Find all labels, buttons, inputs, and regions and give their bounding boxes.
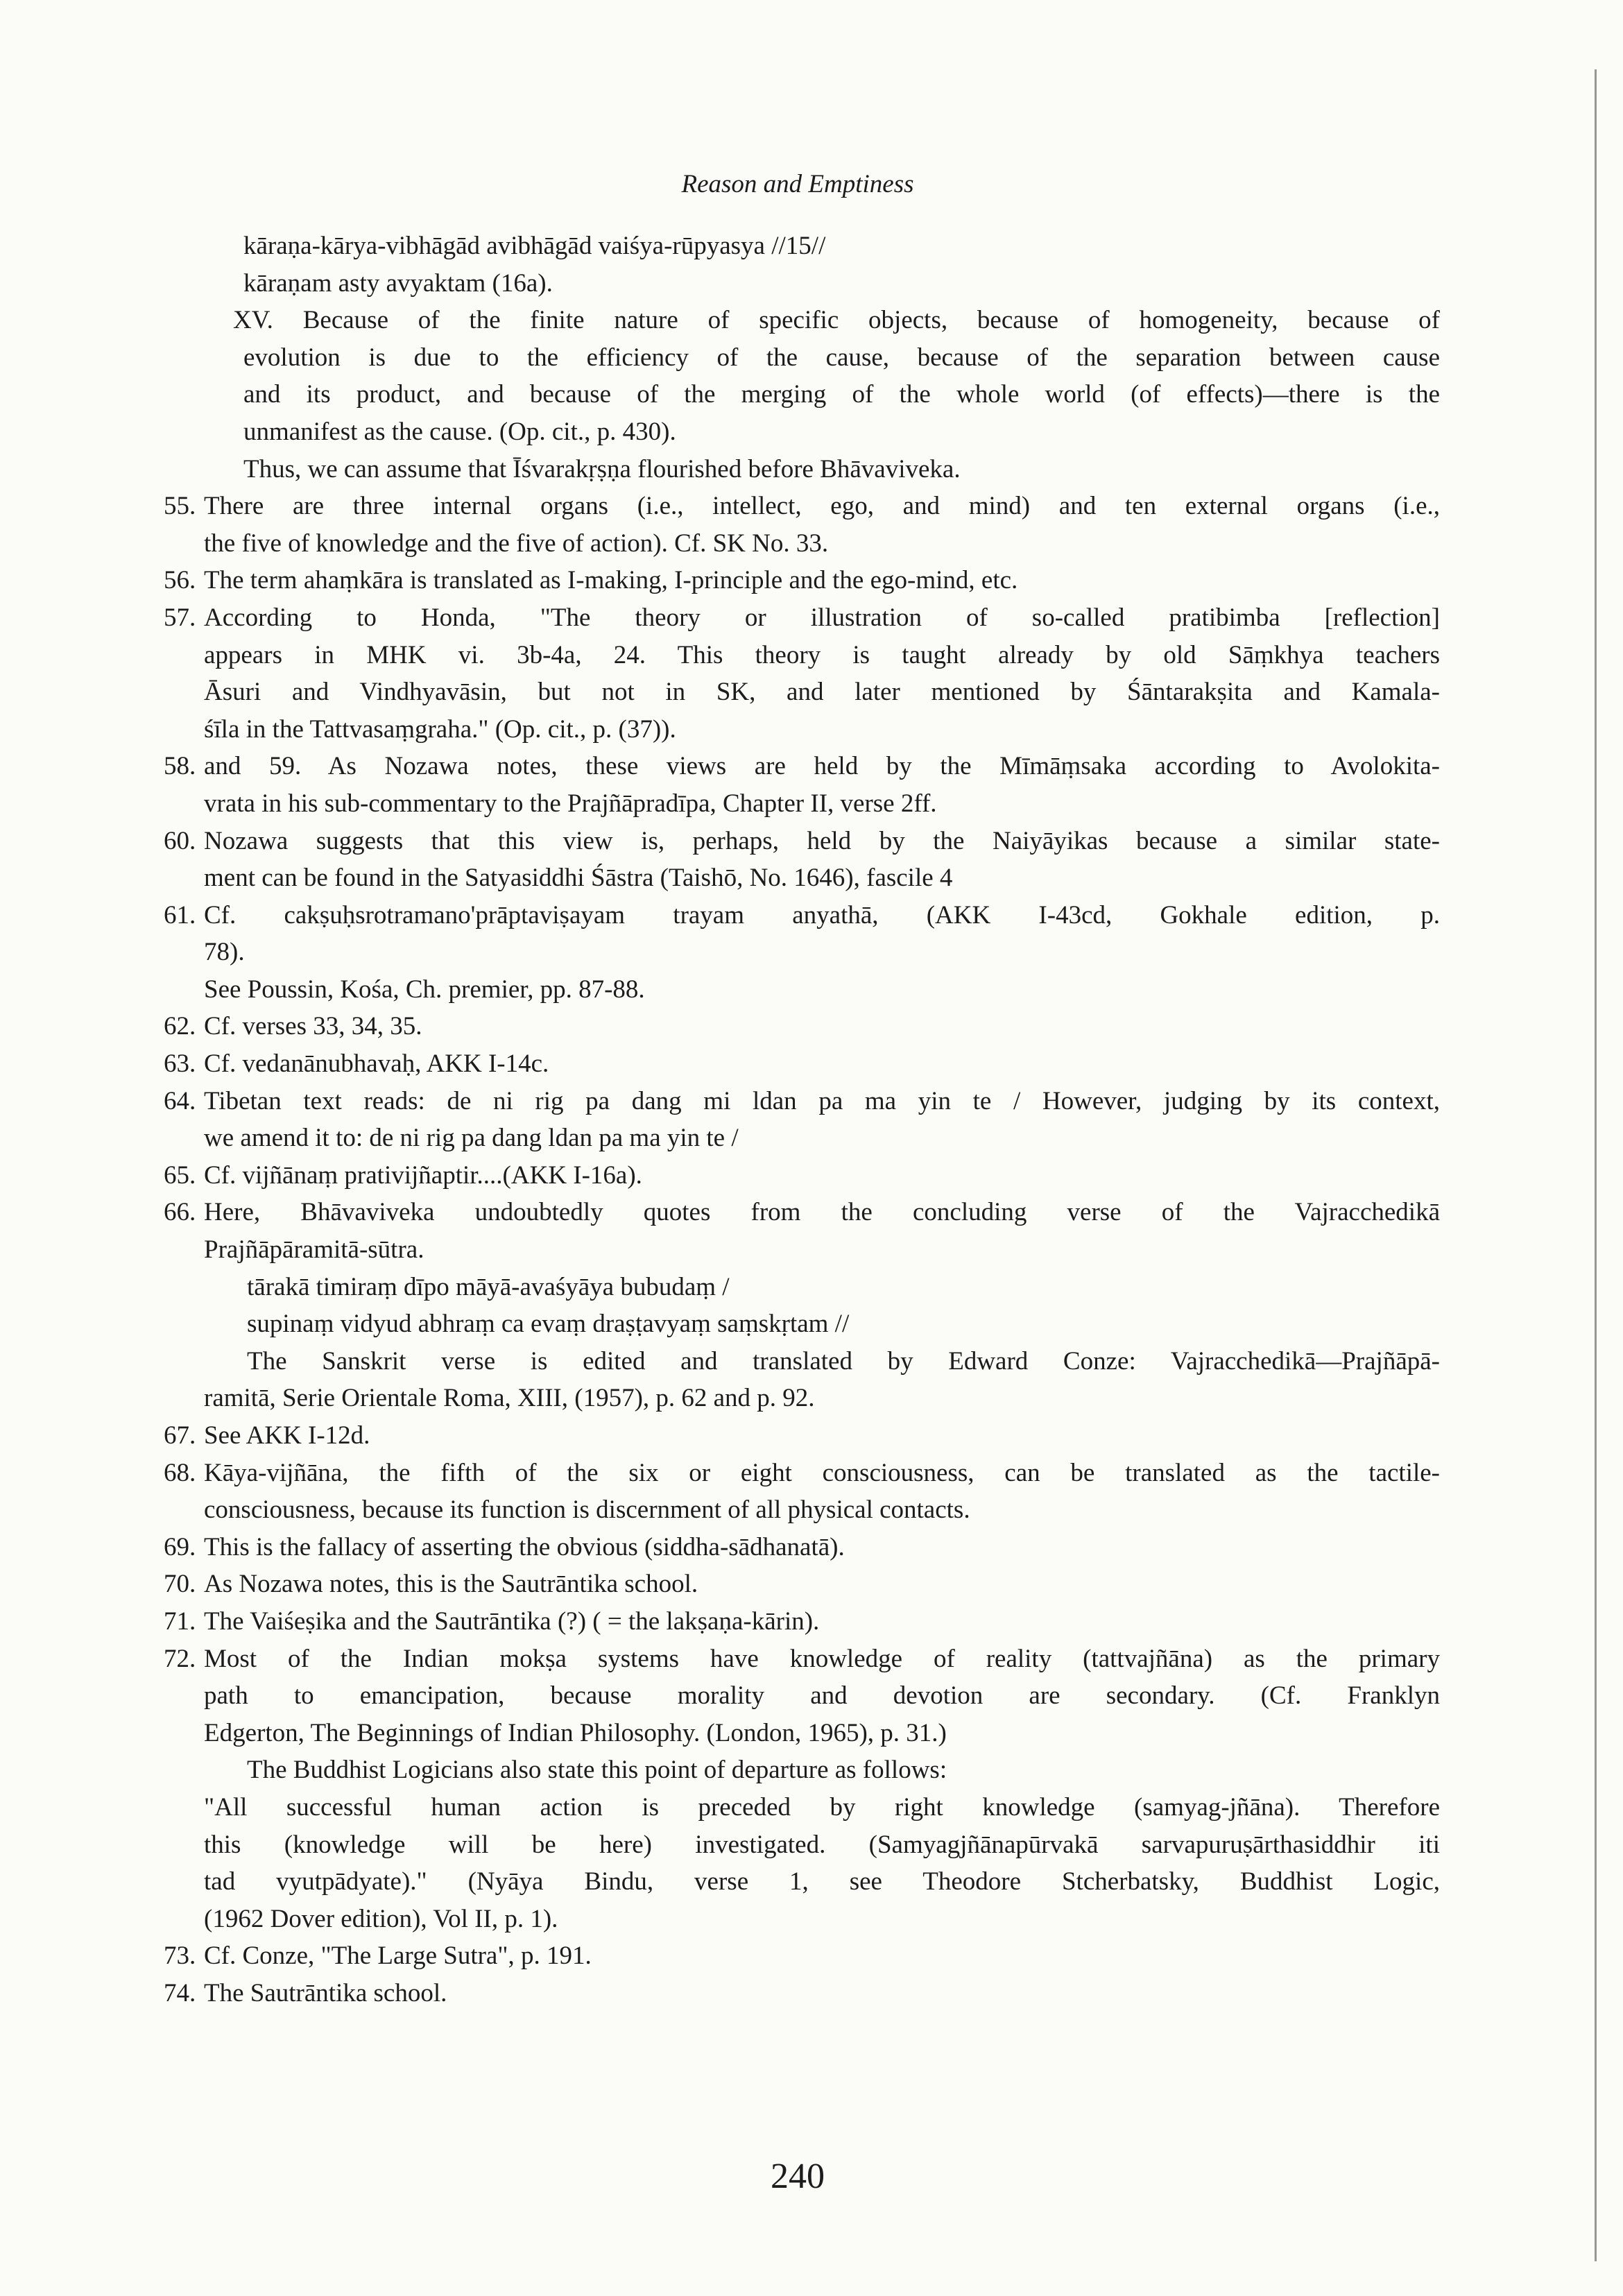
footnote-text: Cf. verses 33, 34, 35.	[204, 1012, 422, 1041]
footnote-text: There are three internal organs (i.e., intellect, ego, and mind) and ten external organs (i.e.,	[204, 492, 1440, 521]
footnote-text: See AKK I-12d.	[204, 1421, 370, 1450]
running-header: Reason and Emptiness	[681, 170, 914, 198]
footnote-number: 72.	[164, 1644, 196, 1673]
footnote-line	[164, 637, 1440, 674]
footnote-text: supinaṃ vidyud abhraṃ ca evaṃ draṣṭavyaṃ saṃskṛtam //	[247, 1310, 850, 1339]
footnote-text: path to emancipation, because morality and devotion are secondary. (Cf. Franklyn	[204, 1681, 1440, 1711]
footnote-line	[164, 339, 1440, 377]
footnote-line-numbered	[164, 1083, 1440, 1120]
footnote-text: This is the fallacy of asserting the obvious (siddha-sādhanatā).	[204, 1532, 845, 1561]
footnote-text: Cf. vedanānubhavaḥ, AKK I-14c.	[204, 1050, 549, 1079]
footnote-line-numbered	[164, 823, 1440, 860]
footnote-line-numbered	[164, 897, 1440, 934]
footnote-line	[164, 711, 1440, 748]
footnote-line	[164, 451, 1440, 488]
footnote-line	[164, 1269, 1440, 1306]
footnote-text: and 59. As Nozawa notes, these views are held by the Mīmāṃsaka according to Avolokita-	[204, 752, 1440, 781]
footnote-text: XV. Because of the finite nature of specific objects, because of homogeneity, because of	[233, 306, 1440, 335]
footnote-text: the five of knowledge and the five of action). Cf. SK No. 33.	[204, 529, 829, 558]
footnote-text: unmanifest as the cause. (Op. cit., p. 430).	[243, 417, 676, 446]
footnote-text: The term ahaṃkāra is translated as I-making, I-principle and the ego-mind, etc.	[204, 566, 1018, 595]
footnote-text: The Vaiśeṣika and the Sautrāntika (?) ( = the lakṣaṇa-kārin).	[204, 1607, 820, 1636]
footnote-line	[164, 1715, 1440, 1752]
footnote-text: Here, Bhāvaviveka undoubtedly quotes from the concluding verse of the Vajracchedikā	[204, 1198, 1440, 1227]
footnote-text: and its product, and because of the merging of the whole world (of effects)—there is the	[243, 380, 1440, 409]
footnote-line	[164, 1491, 1440, 1529]
footnote-number: 67.	[164, 1421, 196, 1450]
footnote-text: kāraṇa-kārya-vibhāgād avibhāgād vaiśya-rūpyasya //15//	[243, 232, 826, 260]
footnote-text: Thus, we can assume that Īśvarakṛṣṇa flourished before Bhāvaviveka.	[243, 454, 961, 483]
footnote-number: 63.	[164, 1050, 196, 1079]
footnote-text: The Sautrāntika school.	[204, 1978, 447, 2007]
footnote-line	[164, 1677, 1440, 1715]
footnote-line	[164, 1789, 1440, 1826]
footnote-number: 69.	[164, 1532, 196, 1561]
footnote-line	[164, 1826, 1440, 1864]
footnote-text: evolution is due to the efficiency of the cause, because of the separation between cause	[243, 343, 1440, 372]
footnote-number: 73.	[164, 1942, 196, 1971]
footnote-number: 74.	[164, 1978, 196, 2007]
footnote-text: Āsuri and Vindhyavāsin, but not in SK, and later mentioned by Śāntarakṣita and Kamala-	[204, 678, 1440, 707]
footnote-line	[164, 934, 1440, 971]
footnote-line-numbered	[164, 1975, 1440, 2012]
footnote-text: vrata in his sub-commentary to the Prajñāpradīpa, Chapter II, verse 2ff.	[204, 789, 937, 818]
footnote-number: 66.	[164, 1198, 196, 1227]
footnote-line	[164, 785, 1440, 823]
footnote-text: ment can be found in the Satyasiddhi Śāstra (Taishō, No. 1646), fascile 4	[204, 864, 953, 893]
endnotes-body	[164, 228, 1440, 2012]
footnote-text: Prajñāpāramitā-sūtra.	[204, 1235, 424, 1265]
footnote-text: Most of the Indian mokṣa systems have knowledge of reality (tattvajñāna) as the primary	[204, 1644, 1440, 1673]
page-number: 240	[771, 2157, 825, 2196]
footnote-text: tārakā timiraṃ dīpo māyā-avaśyāya bubudaṃ /	[247, 1272, 730, 1301]
footnote-number: 68.	[164, 1458, 196, 1487]
footnote-line	[164, 674, 1440, 711]
footnote-text: "All successful human action is preceded by right knowledge (samyag-jñāna). Therefore	[204, 1792, 1440, 1822]
footnote-line-numbered	[164, 1455, 1440, 1492]
footnote-text: Cf. vijñānaṃ prativijñaptir....(AKK I-16a).	[204, 1160, 642, 1190]
footnote-number: 56.	[164, 566, 196, 595]
footnote-number: 55.	[164, 492, 196, 521]
footnote-line-numbered	[164, 1417, 1440, 1455]
footnote-text: The Buddhist Logicians also state this point of departure as follows:	[247, 1756, 947, 1785]
footnote-number: 65.	[164, 1160, 196, 1190]
footnote-text: 78).	[204, 938, 245, 967]
footnote-line-numbered	[164, 1937, 1440, 1975]
footnote-text: (1962 Dover edition), Vol II, p. 1).	[204, 1904, 558, 1933]
footnote-text: ramitā, Serie Orientale Roma, XIII, (1957), p. 62 and p. 92.	[204, 1384, 815, 1413]
footnote-line-numbered	[164, 1566, 1440, 1603]
footnote-line-numbered	[164, 599, 1440, 637]
footnote-line-numbered	[164, 1529, 1440, 1566]
footnote-line	[164, 971, 1440, 1009]
footnote-line	[164, 1231, 1440, 1269]
footnote-number: 62.	[164, 1012, 196, 1041]
footnote-line-numbered	[164, 748, 1440, 785]
footnote-line	[164, 413, 1440, 451]
footnote-text: Cf. cakṣuḥsrotramano'prāptaviṣayam trayam anyathā, (AKK I-43cd, Gokhale edition, p.	[204, 900, 1440, 929]
footnote-text: tad vyutpādyate)." (Nyāya Bindu, verse 1, see Theodore Stcherbatsky, Buddhist Logic,	[204, 1867, 1440, 1896]
footnote-text: As Nozawa notes, this is the Sautrāntika school.	[204, 1570, 698, 1599]
footnote-number: 58.	[164, 752, 196, 781]
footnote-line	[164, 1863, 1440, 1901]
footnote-text: Nozawa suggests that this view is, perhaps, held by the Naiyāyikas because a similar state-	[204, 826, 1440, 855]
footnote-line	[164, 1305, 1440, 1343]
footnote-number: 64.	[164, 1086, 196, 1115]
footnote-text: kāraṇam asty avyaktam (16a).	[243, 268, 553, 298]
footnote-line-numbered	[164, 1008, 1440, 1045]
footnote-text: consciousness, because its function is discernment of all physical contacts.	[204, 1496, 970, 1525]
footnote-line-numbered	[164, 1640, 1440, 1678]
footnote-line	[164, 376, 1440, 413]
footnote-line	[164, 265, 1440, 302]
footnote-line-numbered	[164, 1157, 1440, 1194]
footnote-text: The Sanskrit verse is edited and translated by Edward Conze: Vajracchedikā—Prajñāpā-	[247, 1346, 1440, 1376]
footnote-line	[164, 1901, 1440, 1938]
footnote-line-numbered	[164, 488, 1440, 525]
footnote-text: śīla in the Tattvasaṃgraha." (Op. cit., p. (37)).	[204, 714, 676, 744]
footnote-line-numbered	[164, 1603, 1440, 1640]
footnote-line-numbered	[164, 1045, 1440, 1083]
footnote-line	[164, 1751, 1440, 1789]
footnote-line	[164, 228, 1440, 265]
footnote-number: 57.	[164, 603, 196, 632]
footnote-text: Edgerton, The Beginnings of Indian Philosophy. (London, 1965), p. 31.)	[204, 1718, 947, 1747]
footnote-line	[164, 302, 1440, 339]
footnote-text: Cf. Conze, "The Large Sutra", p. 191.	[204, 1942, 592, 1971]
footnote-line	[164, 1380, 1440, 1417]
footnote-text: Kāya-vijñāna, the fifth of the six or eight consciousness, can be translated as the tactile-	[204, 1458, 1440, 1487]
footnote-number: 60.	[164, 826, 196, 855]
footnote-text: we amend it to: de ni rig pa dang ldan pa ma yin te /	[204, 1124, 739, 1153]
footnote-text: Tibetan text reads: de ni rig pa dang mi ldan pa ma yin te / However, judging by its context,	[204, 1086, 1440, 1115]
footnote-line	[164, 859, 1440, 897]
footnote-number: 61.	[164, 900, 196, 929]
scan-edge-line	[1595, 69, 1597, 2261]
footnote-text: appears in MHK vi. 3b-4a, 24. This theory is taught already by old Sāṃkhya teachers	[204, 640, 1440, 669]
footnote-line-numbered	[164, 562, 1440, 599]
footnote-line-numbered	[164, 1194, 1440, 1231]
footnote-text: this (knowledge will be here) investigated. (Samyagjñānapūrvakā sarvapuruṣārthasiddhir iti	[204, 1830, 1440, 1859]
footnote-text: According to Honda, "The theory or illustration of so-called pratibimba [reflection]	[204, 603, 1440, 632]
footnote-number: 71.	[164, 1607, 196, 1636]
footnote-line	[164, 525, 1440, 563]
footnote-number: 70.	[164, 1570, 196, 1599]
footnote-text: See Poussin, Kośa, Ch. premier, pp. 87-88.	[204, 975, 645, 1004]
footnote-line	[164, 1343, 1440, 1380]
footnote-line	[164, 1120, 1440, 1157]
